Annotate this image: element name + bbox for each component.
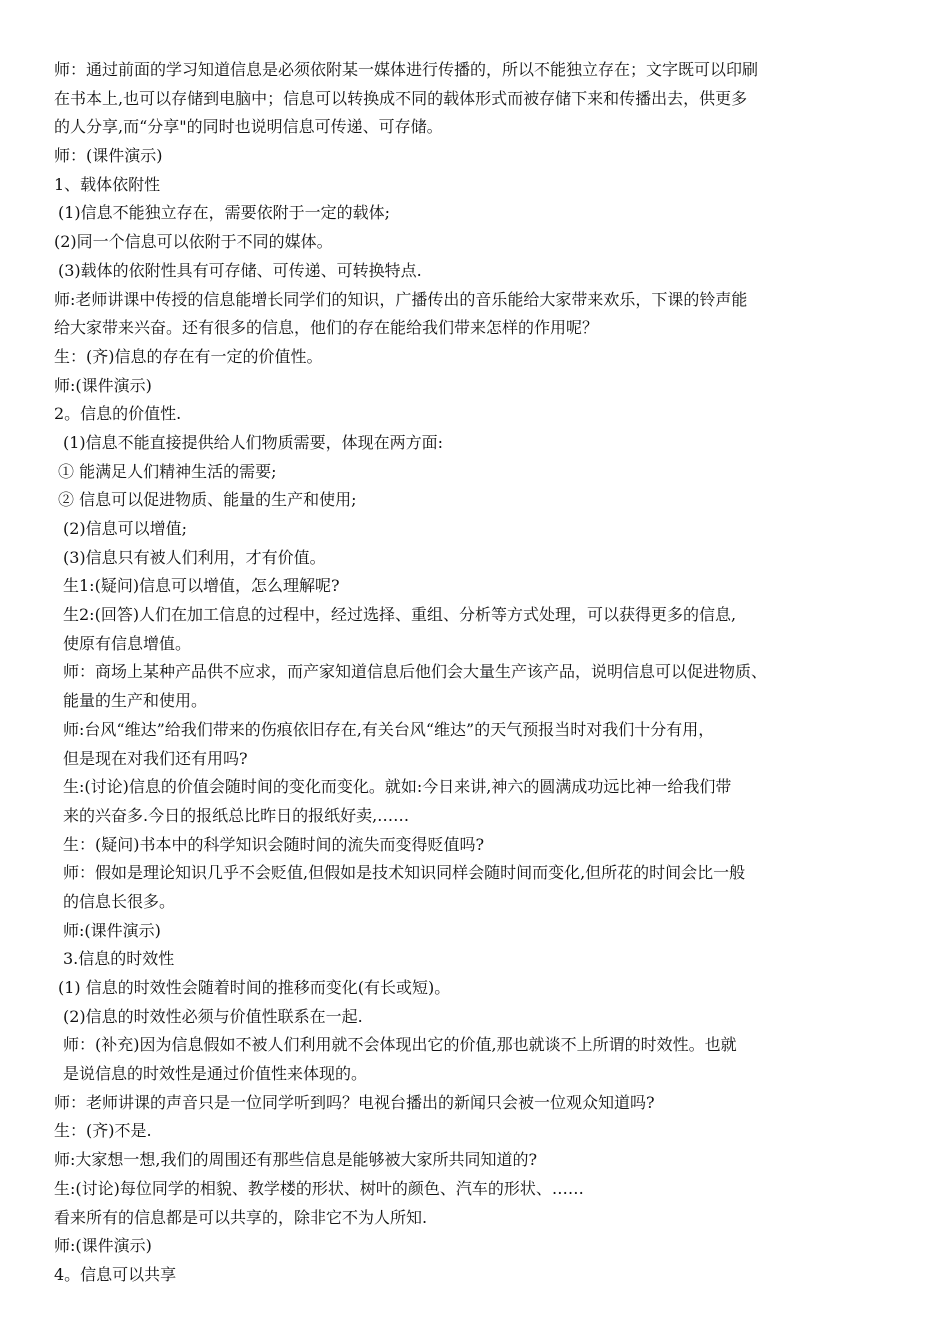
text-line: 生：(疑问)书本中的科学知识会随时间的流失而变得贬值吗? [63, 834, 485, 854]
text-line: 生:(讨论)每位同学的相貌、教学楼的形状、树叶的颜色、汽车的形状、…… [54, 1178, 584, 1198]
text-line: ① 能满足人们精神生活的需要; [58, 461, 277, 481]
text-line: 生：(齐)信息的存在有一定的价值性。 [54, 346, 323, 366]
text-line: 师：(补充)因为信息假如不被人们利用就不会体现出它的价值,那也就谈不上所谓的时效性。也就 [63, 1035, 737, 1055]
text-line: (2)信息的时效性必须与价值性联系在一起. [63, 1006, 363, 1026]
text-line: 但是现在对我们还有用吗? [63, 748, 248, 768]
text-line: 师：老师讲课的声音只是一位同学听到吗？电视台播出的新闻只会被一位观众知道吗? [54, 1092, 655, 1112]
text-line: 看来所有的信息都是可以共享的，除非它不为人所知. [54, 1207, 428, 1227]
section-heading: 4。信息可以共享 [54, 1264, 177, 1284]
text-line: 是说信息的时效性是通过价值性来体现的。 [63, 1064, 368, 1084]
text-line: 的信息长很多。 [63, 891, 176, 911]
text-line: (1)信息不能独立存在，需要依附于一定的载体; [58, 203, 391, 223]
document-body [54, 56, 914, 1290]
text-line: (1)信息不能直接提供给人们物质需要，体现在两方面: [63, 432, 444, 452]
text-line: 师：(课件演示) [54, 146, 163, 166]
text-line: (1) 信息的时效性会随着时间的推移而变化(有长或短)。 [58, 978, 451, 997]
text-line: 师:台风“维达”给我们带来的伤痕依旧存在,有关台风“维达”的天气预报当时对我们十分有用， [63, 719, 715, 739]
text-line: 师:(课件演示) [63, 920, 161, 940]
text-line: (3)信息只有被人们利用，才有价值。 [63, 547, 326, 567]
text-line: 生：(齐)不是. [54, 1121, 152, 1141]
text-line: (2)同一个信息可以依附于不同的媒体。 [54, 232, 333, 252]
text-line: 使原有信息增值。 [63, 633, 192, 653]
text-line: 师：商场上某种产品供不应求，而产家知道信息后他们会大量生产该产品，说明信息可以促进物质、 [63, 662, 768, 682]
section-heading: 3.信息的时效性 [63, 949, 175, 969]
text-line: 生1:(疑问)信息可以增值，怎么理解呢? [63, 576, 340, 596]
text-line: 生:(讨论)信息的价值会随时间的变化而变化。就如:今日来讲,神六的圆满成功远比神一给我们带 [63, 777, 732, 797]
text-line: 师：假如是理论知识几乎不会贬值,但假如是技术知识同样会随时间而变化,但所花的时间会比一般 [63, 863, 746, 883]
section-heading: 2。信息的价值性. [54, 404, 182, 424]
section-heading: 1、载体依附性 [54, 174, 161, 194]
text-line: ② 信息可以促进物质、能量的生产和使用; [58, 490, 357, 510]
text-line: 生2:(回答)人们在加工信息的过程中，经过选择、重组、分析等方式处理，可以获得更多的信息, [63, 605, 737, 625]
text-line: (2)信息可以增值; [63, 519, 188, 538]
text-line: 师:大家想一想,我们的周围还有那些信息是能够被大家所共同知道的? [54, 1150, 538, 1170]
text-line: 来的兴奋多.今日的报纸总比昨日的报纸好卖,…… [63, 805, 410, 825]
text-line: 给大家带来兴奋。还有很多的信息，他们的存在能给我们带来怎样的作用呢？ [54, 318, 599, 338]
text-line: 师:(课件演示) [54, 1236, 152, 1256]
text-line: (3)载体的依附性具有可存储、可传递、可转换特点. [58, 260, 422, 280]
text-line: 能量的生产和使用。 [63, 691, 208, 711]
text-line: 师：通过前面的学习知道信息是必须依附某一媒体进行传播的，所以不能独立存在；文字既可以印刷 [54, 60, 759, 79]
text-line: 的人分享,而“分享"的同时也说明信息可传递、可存储。 [54, 117, 443, 137]
text-line: 师:老师讲课中传授的信息能增长同学们的知识，广播传出的音乐能给大家带来欢乐，下课的铃声能 [54, 289, 748, 309]
text-line: 师:(课件演示) [54, 375, 152, 395]
text-line: 在书本上,也可以存储到电脑中；信息可以转换成不同的载体形式而被存储下来和传播出去，供更多 [54, 88, 748, 108]
